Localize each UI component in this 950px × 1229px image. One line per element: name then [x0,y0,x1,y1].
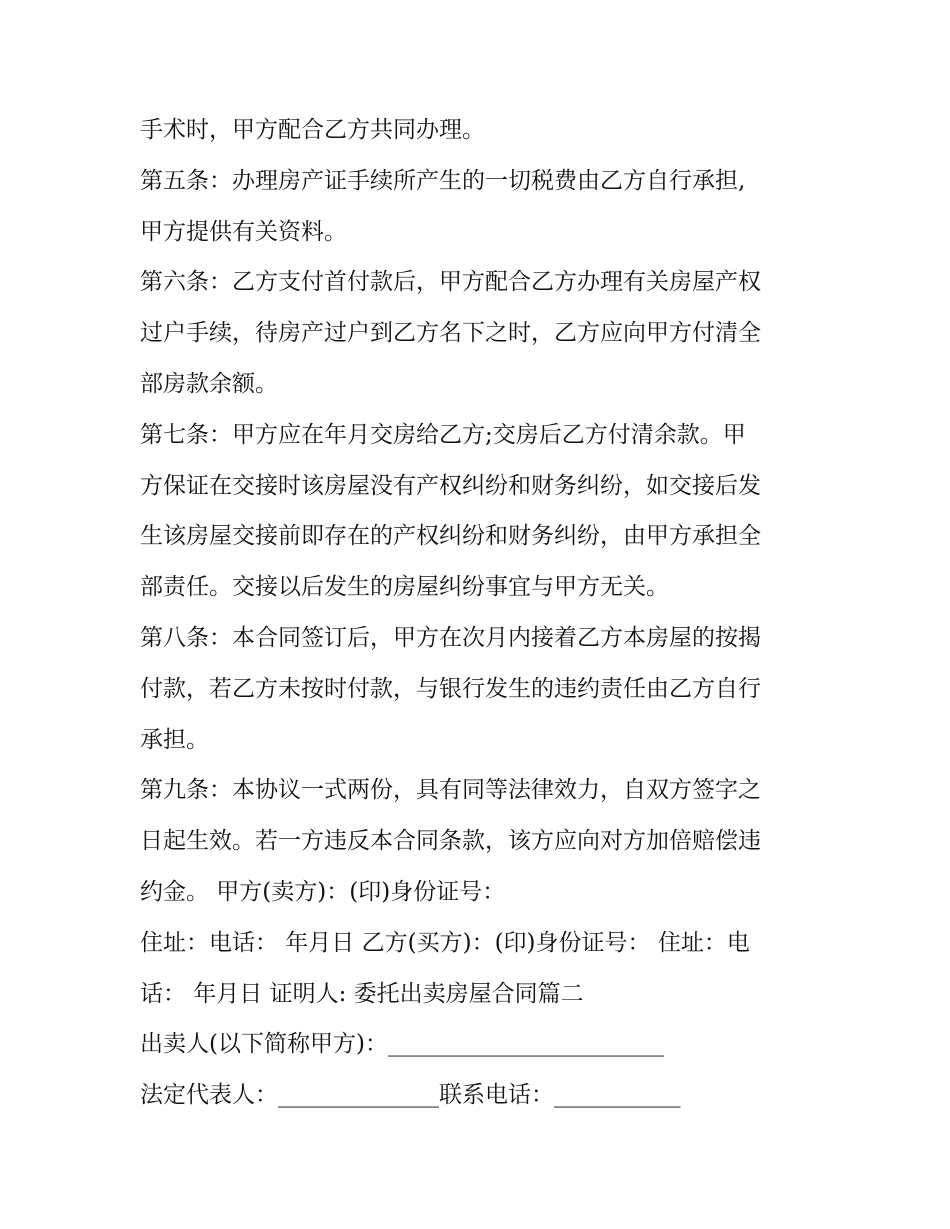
text-line: 第八条：本合同签订后，甲方在次月内接着乙方本房屋的按揭 [140,624,761,651]
text-line: 第五条：办理房产证手续所产生的一切税费由乙方自行承担, [140,167,746,194]
text-line: 第九条：本协议一式两份，具有同等法律效力，自双方签字之 [140,777,761,804]
text-line: 手术时，甲方配合乙方共同办理。 [140,117,485,143]
text-line: 日起生效。若一方违反本合同条款，该方应向对方加倍赔偿违 [140,828,761,855]
text-line: 过户手续，待房产过户到乙方名下之时，乙方应向甲方付清全 [140,320,761,347]
text-line: 方保证在交接时该房屋没有产权纠纷和财务纠纷，如交接后发 [140,472,761,499]
text-line: 住址：电话： 年月日 乙方(买方)：(印)身份证号： 住址：电 [140,929,750,956]
text-line: 付款，若乙方未按时付款，与银行发生的违约责任由乙方自行 [140,675,761,702]
text-line: 出卖人(以下简称甲方)：________________________ [140,1031,664,1058]
text-line: 法定代表人：______________联系电话：___________ [140,1082,681,1109]
contract-text [140,105,820,1121]
text-line: 话： 年月日 证明人: 委托出卖房屋合同篇二 [140,980,584,1007]
text-line: 承担。 [140,726,209,753]
text-line: 甲方提供有关资料。 [140,218,347,245]
text-line: 部责任。交接以后发生的房屋纠纷事宜与甲方无关。 [140,574,669,601]
text-line: 约金。 甲方(卖方)：(印)身份证号： [140,878,506,905]
text-line: 第七条：甲方应在年月交房给乙方;交房后乙方付清余款。甲 [140,421,746,448]
text-line: 部房款余额。 [140,370,278,397]
text-line: 生该房屋交接前即存在的产权纠纷和财务纠纷，由甲方承担全 [140,523,761,550]
text-line: 第六条：乙方支付首付款后，甲方配合乙方办理有关房屋产权 [140,269,761,296]
